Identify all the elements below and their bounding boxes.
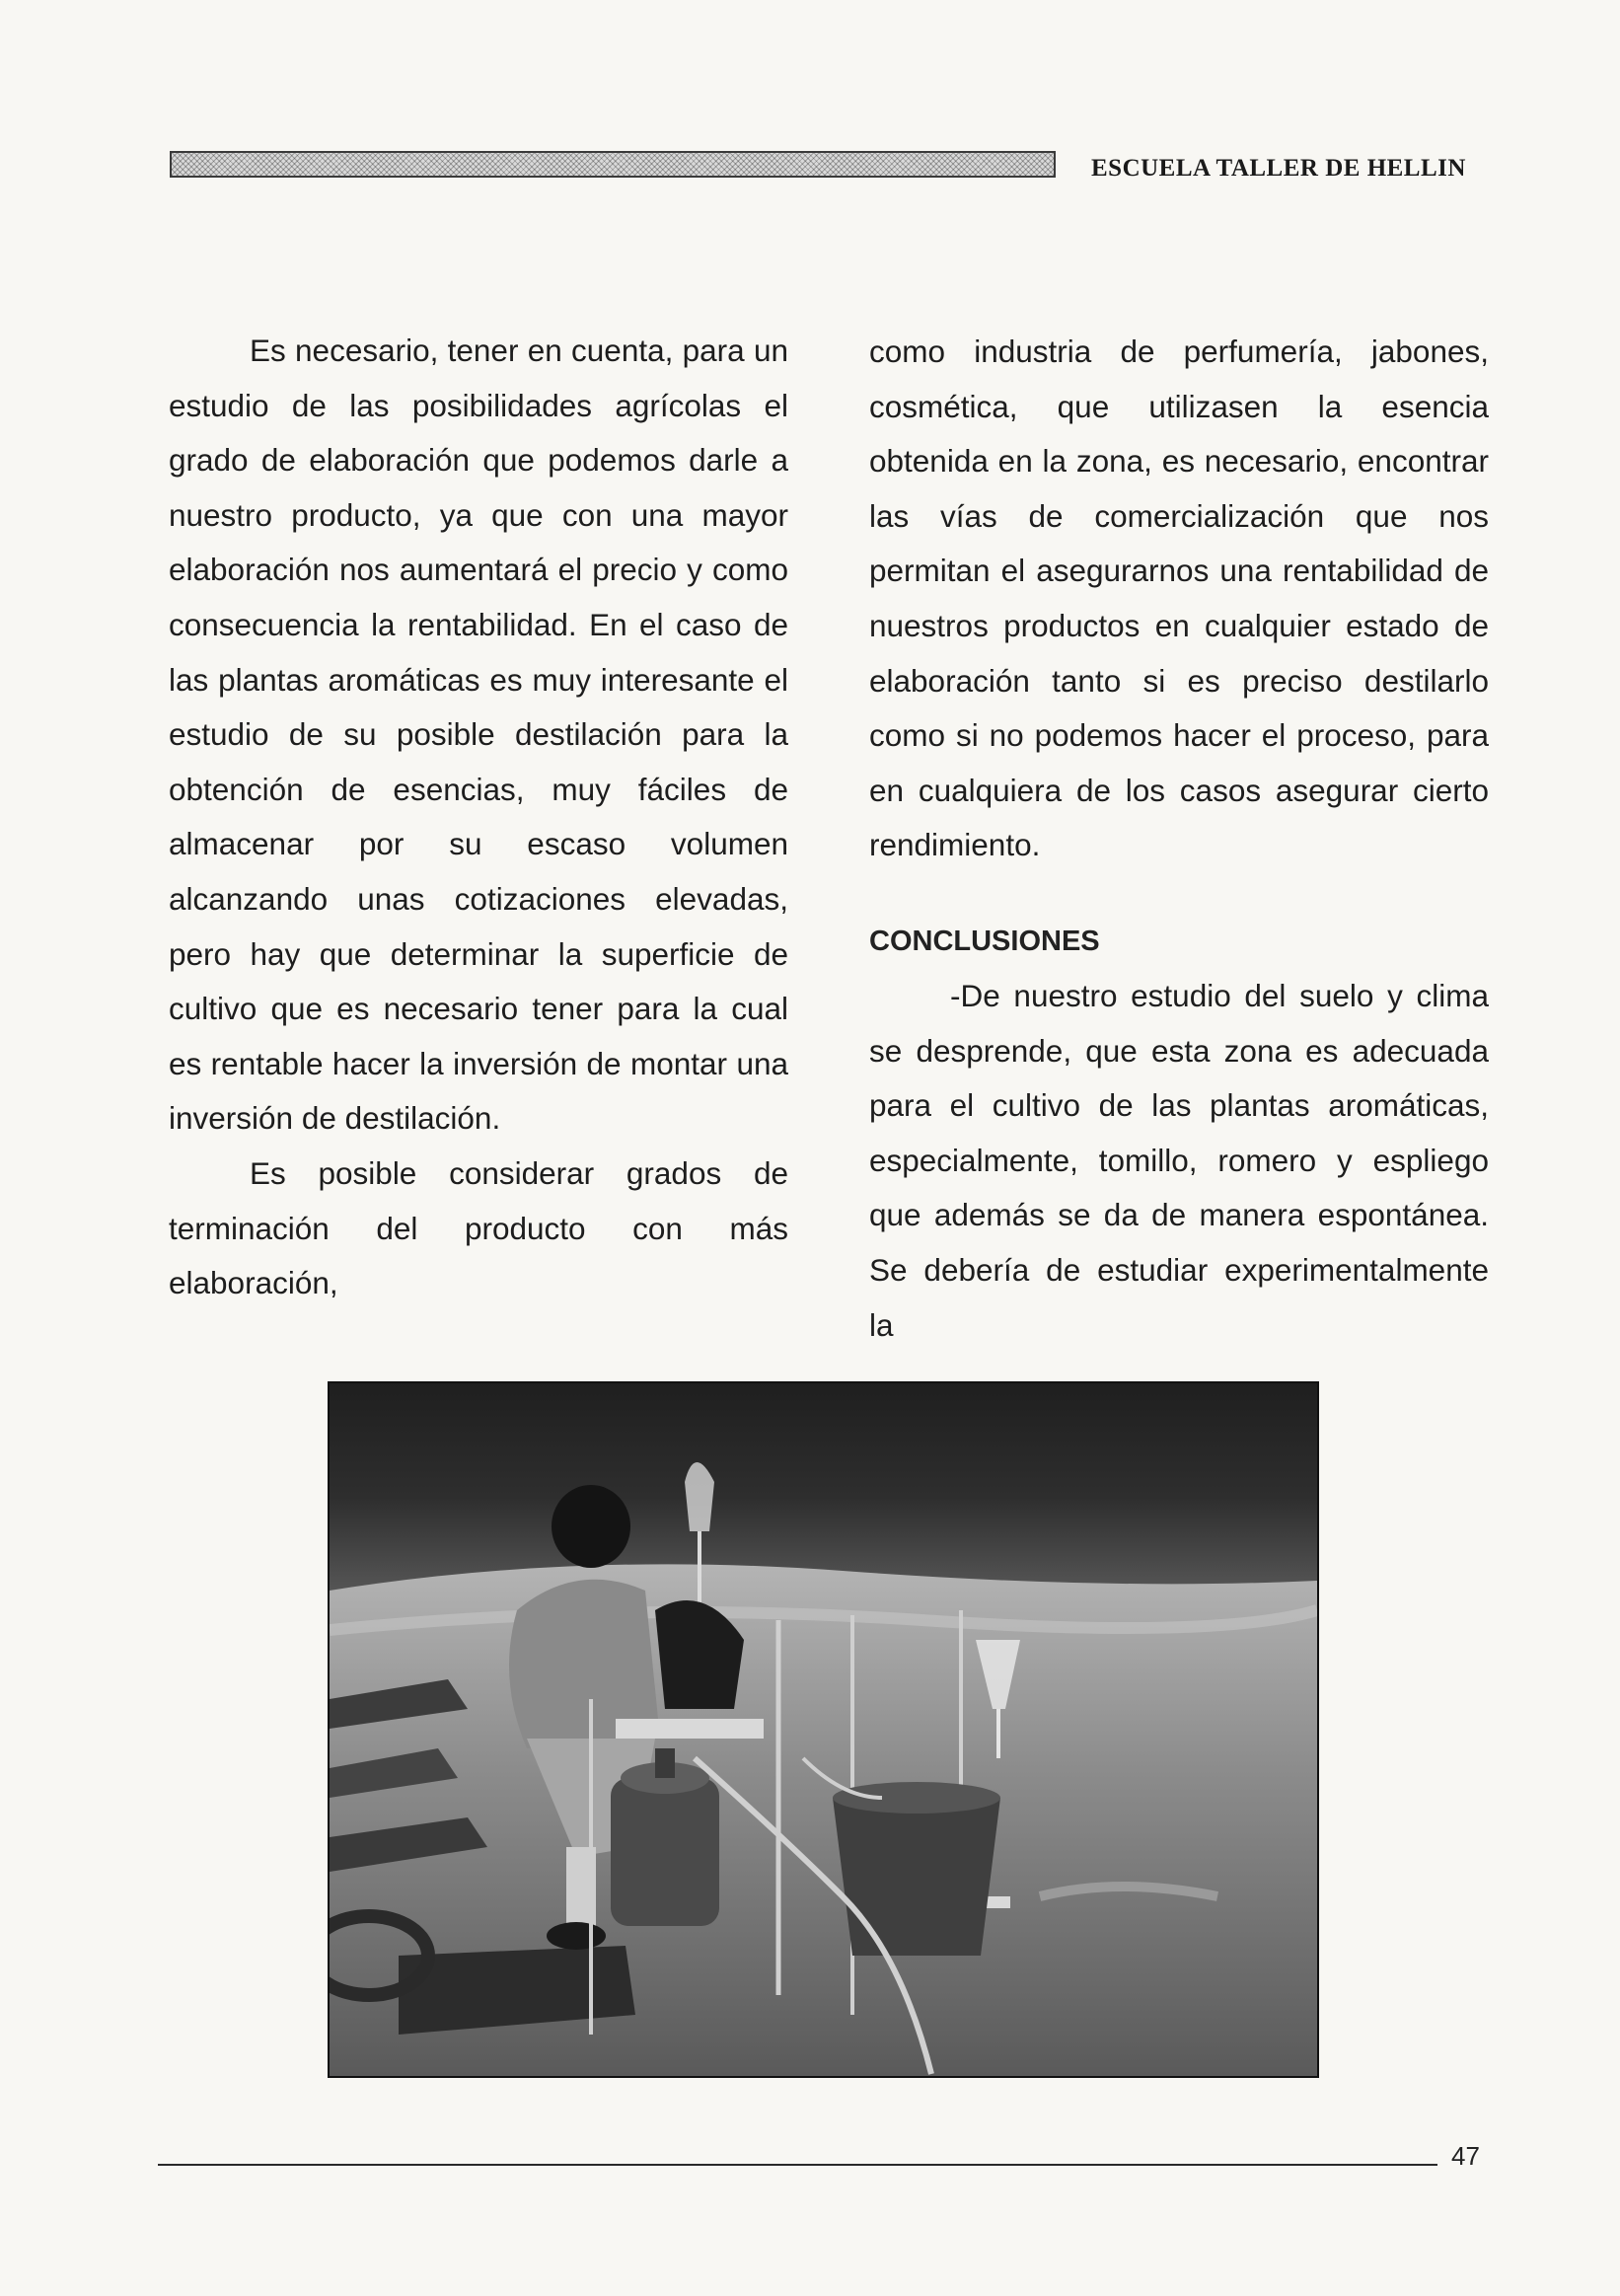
conclusions-heading: CONCLUSIONES (869, 925, 1100, 957)
section-spacer (869, 873, 1489, 915)
left-column (169, 324, 788, 1311)
footer-rule (158, 2164, 1437, 2166)
page-number: 47 (1451, 2141, 1480, 2171)
right-paragraph-1: como industria de perfumería, jabones, cosmética, que utilizasen la esencia obtenida en la zona, es necesario, encontrar las vías de comercialización que nos permitan el asegurarnos una rentabilidad de nuestros productos en cualquier estado de elaboración tanto si es preciso destilarlo como si no podemos hacer el proceso, para en cualquiera de los casos asegurar cierto rendimiento. (869, 333, 1489, 863)
header-title: ESCUELA TALLER DE HELLIN (1091, 155, 1466, 182)
distillation-photo-illustration (330, 1383, 1317, 2076)
distillation-photo (328, 1381, 1319, 2078)
left-paragraph-1: Es necesario, tener en cuenta, para un estudio de las posibilidades agrícolas el grado de elaboración que podemos darle a nuestro producto, ya que con una mayor elaboración nos aumentará el precio y como consecuencia la rentabilidad. En el caso de las plantas aromáticas es muy interesante el estudio de su posible destilación para la obtención de esencias, muy fáciles de almacenar por su escaso volumen alcanzando unas cotizaciones elevadas, pero hay que determinar la superficie de cultivo que es necesario tener para la cual es rentable hacer la inversión de montar una inversión de destilación. (169, 333, 788, 1137)
right-column (869, 325, 1489, 1353)
right-paragraph-2: -De nuestro estudio del suelo y clima se desprende, que esta zona es adecuada para el cultivo de las plantas aromáticas, especialmente, tomillo, romero y espliego que además se da de manera espontánea. Se debería de estudiar experimentalmente la (869, 977, 1489, 1343)
left-paragraph-2: Es posible considerar grados de terminación del producto con más elaboración, (169, 1154, 788, 1301)
header-pattern-bar (170, 151, 1056, 178)
